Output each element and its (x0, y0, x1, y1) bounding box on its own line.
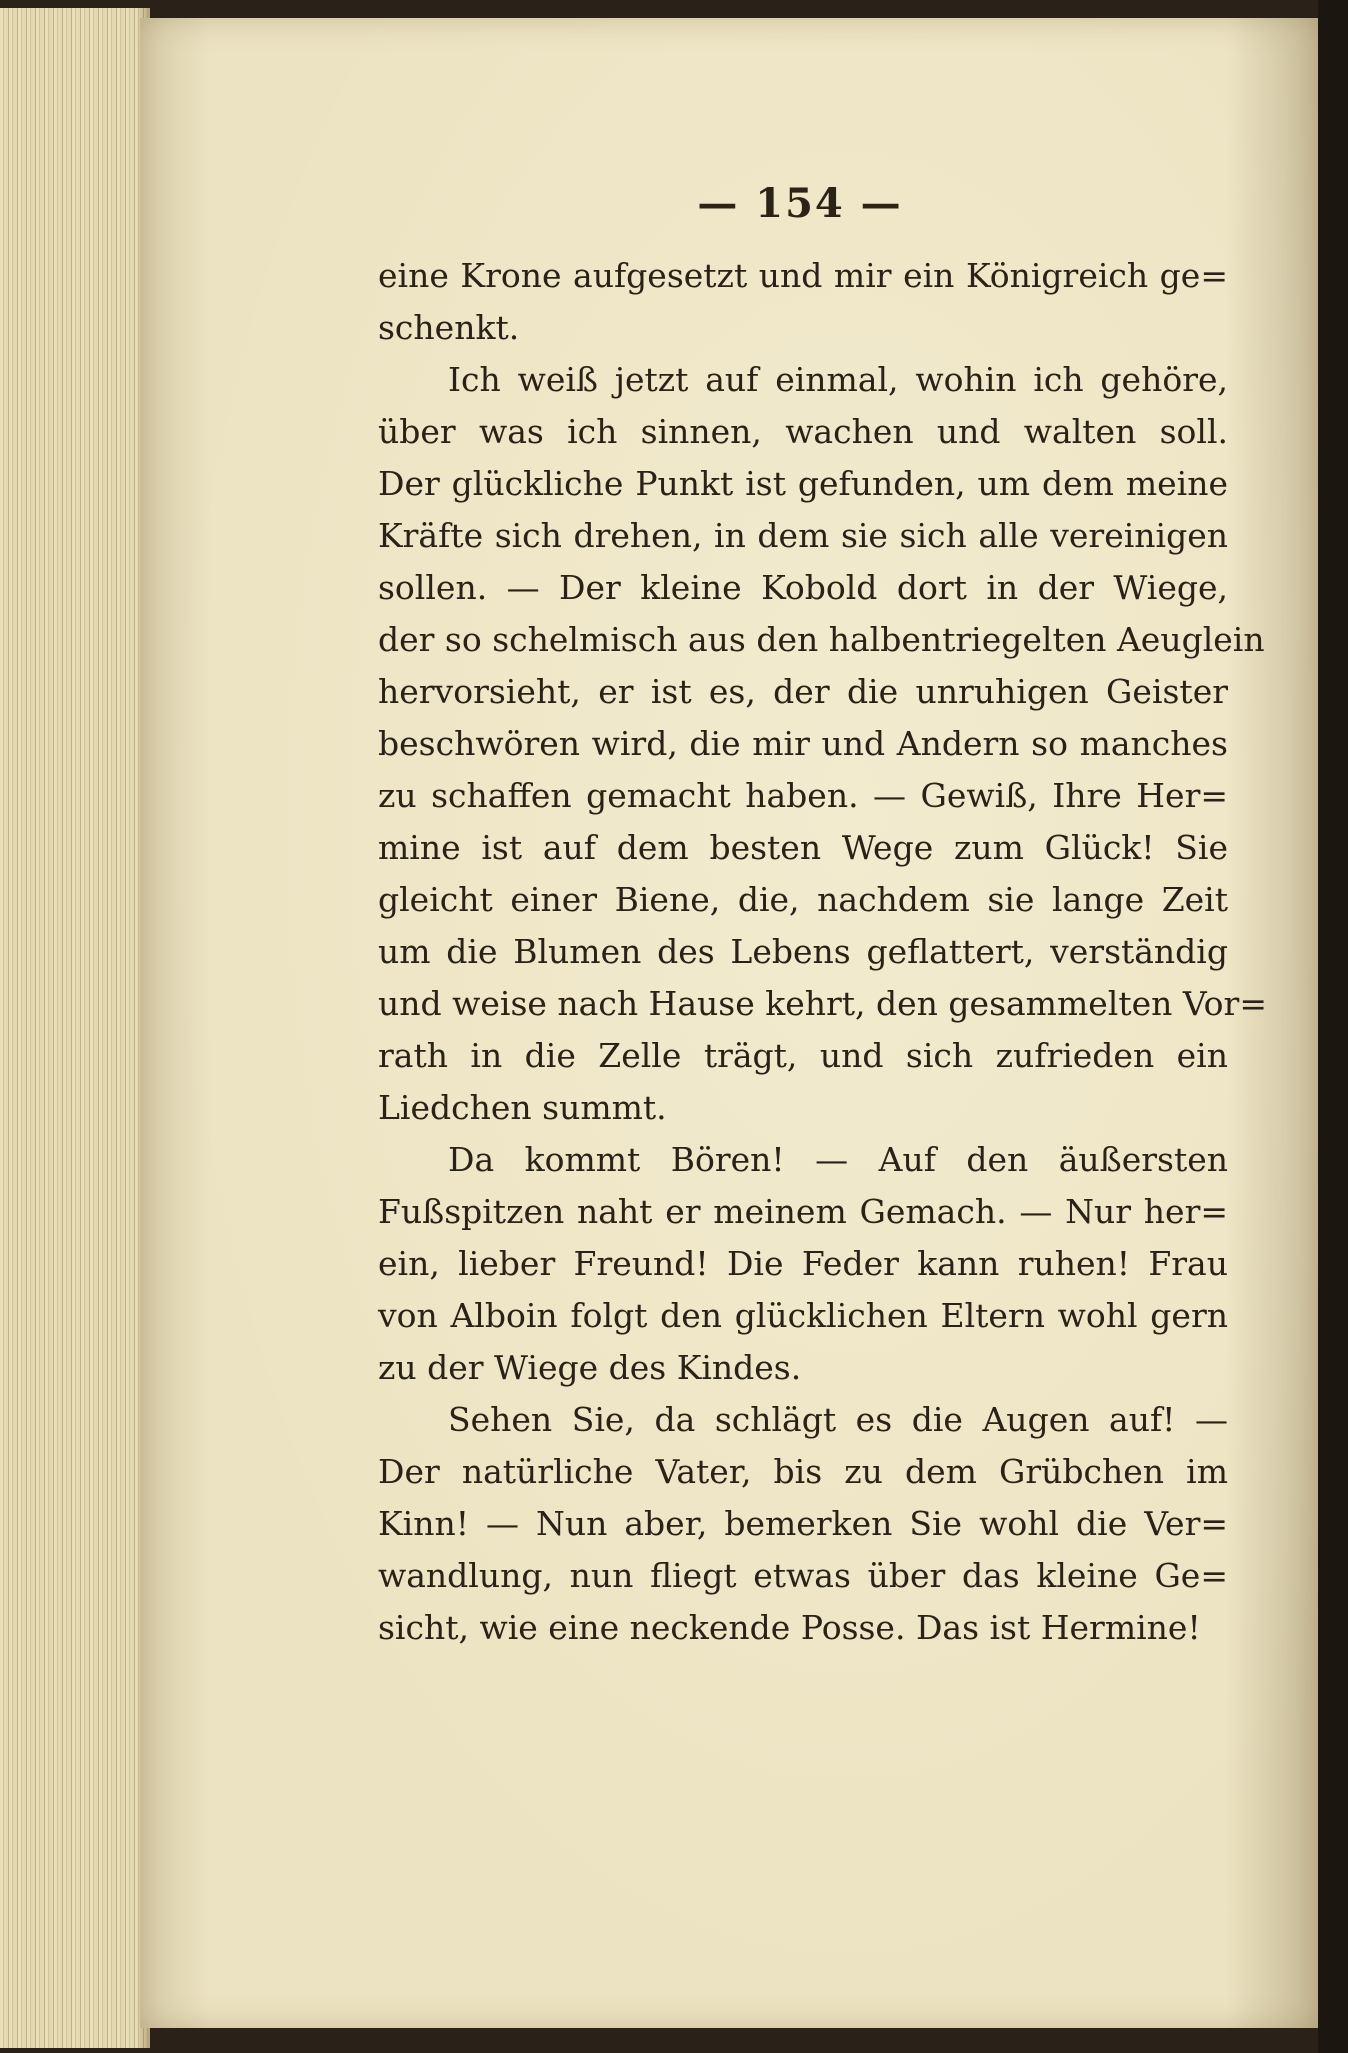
text-line: gleicht einer Biene, die, nachdem sie lange Zeit (378, 880, 1228, 919)
text-line: von Alboin folgt den glücklichen Eltern wohl gern (378, 1296, 1228, 1335)
text-line: Liedchen summt. (378, 1088, 667, 1127)
text-line: schenkt. (378, 308, 520, 347)
text-line: Da kommt Bören! — Auf den äußersten (448, 1140, 1228, 1179)
text-line: Der glückliche Punkt ist gefunden, um dem meine (378, 464, 1228, 503)
text-line: und weise nach Hause kehrt, den gesammelten Vor= (378, 984, 1267, 1023)
text-line: zu schaffen gemacht haben. — Gewiß, Ihre Her= (378, 776, 1228, 815)
text-line: wandlung, nun fliegt etwas über das kleine Ge= (378, 1556, 1228, 1595)
text-line: um die Blumen des Lebens geflattert, verständig (378, 932, 1228, 971)
text-line: ein, lieber Freund! Die Feder kann ruhen! Frau (378, 1244, 1228, 1283)
text-line: hervorsieht, er ist es, der die unruhigen Geister (378, 672, 1228, 711)
text-line: Fußspitzen naht er meinem Gemach. — Nur her= (378, 1192, 1228, 1231)
body-text (378, 250, 1267, 1654)
text-line: eine Krone aufgesetzt und mir ein Königreich ge= (378, 256, 1228, 295)
text-line: beschwören wird, die mir und Andern so manches (378, 724, 1228, 763)
text-line: der so schelmisch aus den halbentriegelten Aeuglein (378, 620, 1265, 659)
text-line: Kräfte sich drehen, in dem sie sich alle vereinigen (378, 516, 1228, 555)
text-line: Kinn! — Nun aber, bemerken Sie wohl die Ver= (378, 1504, 1228, 1543)
text-line: Der natürliche Vater, bis zu dem Grübchen im (378, 1452, 1228, 1491)
text-line: Ich weiß jetzt auf einmal, wohin ich gehöre, (448, 360, 1228, 399)
book-cover-edge (1318, 0, 1348, 2053)
text-line: über was ich sinnen, wachen und walten soll. (378, 412, 1228, 451)
text-line: mine ist auf dem besten Wege zum Glück! Sie (378, 828, 1228, 867)
page-number: — 154 — (697, 180, 903, 227)
text-line: sollen. — Der kleine Kobold dort in der Wiege, (378, 568, 1228, 607)
text-line: rath in die Zelle trägt, und sich zufrieden ein (378, 1036, 1228, 1075)
text-line: Sehen Sie, da schlägt es die Augen auf! — (448, 1400, 1228, 1439)
page-edges (0, 8, 150, 2048)
text-line: sicht, wie eine neckende Posse. Das ist Hermine! (378, 1608, 1201, 1647)
text-line: zu der Wiege des Kindes. (378, 1348, 802, 1387)
